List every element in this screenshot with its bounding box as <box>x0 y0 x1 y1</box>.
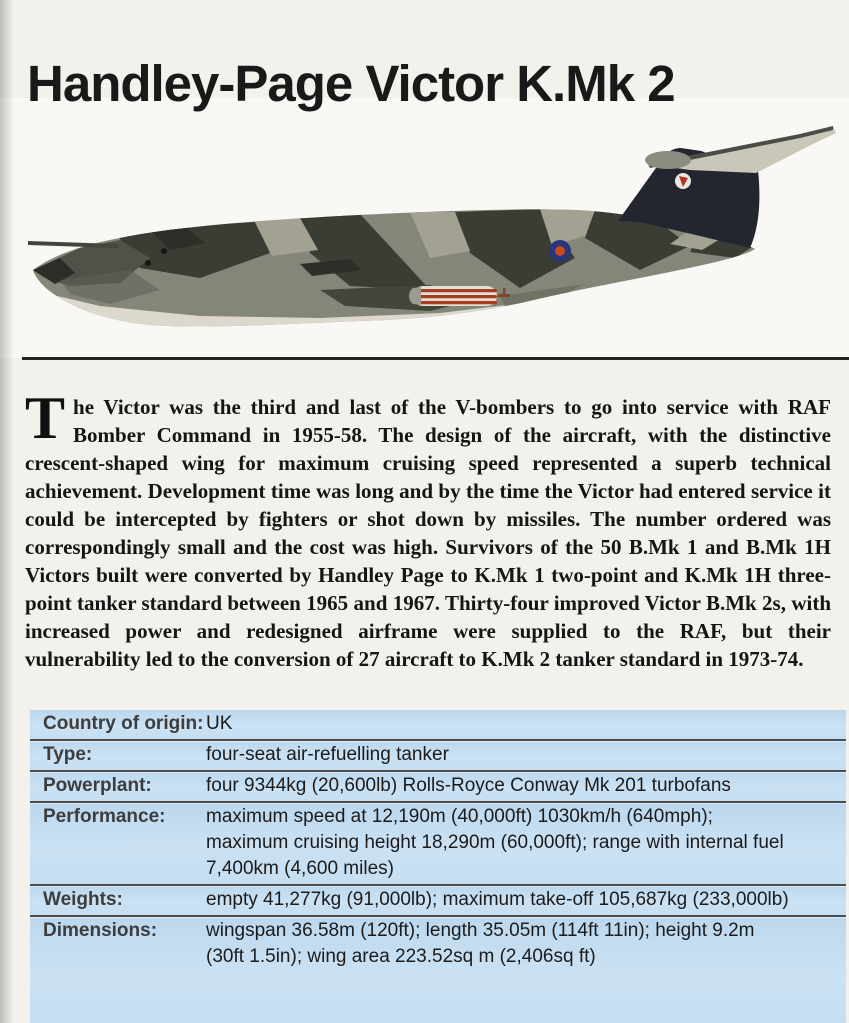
spec-row-dimensions <box>30 915 846 1023</box>
drop-cap: T <box>25 385 66 451</box>
spec-value-powerplant: four 9344kg (20,600lb) Rolls-Royce Conway Mk 201 turbofans <box>206 775 731 796</box>
spec-row-country <box>30 710 846 739</box>
spec-value-performance: maximum speed at 12,190m (40,000ft) 1030km/h (640mph); maximum cruising height 18,290m (60,000ft); range with internal fuel 7,400km (4,600 miles) <box>206 806 784 879</box>
aircraft-illustration <box>0 118 849 368</box>
spec-label-country: Country of origin: <box>43 713 204 734</box>
spec-value-dimensions: wingspan 36.58m (120ft); length 35.05m (114ft 11in); height 9.2m (30ft 1.5in); wing area 223.52sq m (2,406sq ft) <box>206 920 755 967</box>
spec-row-powerplant <box>30 770 846 801</box>
page-title: Handley-Page Victor K.Mk 2 <box>27 55 675 113</box>
spec-label-performance: Performance: <box>43 806 166 827</box>
spec-row-performance <box>30 801 846 884</box>
spec-row-weights <box>30 884 846 915</box>
spec-label-dimensions: Dimensions: <box>43 920 158 941</box>
spec-value-type: four-seat air-refuelling tanker <box>206 744 449 765</box>
spec-value-weights: empty 41,277kg (91,000lb); maximum take-off 105,687kg (233,000lb) <box>206 889 789 910</box>
spec-value-country: UK <box>206 713 233 734</box>
paragraph-text: he Victor was the third and last of the V-bombers to go into service with RAF Bomber Command in 1955-58. The design of the aircraft, with the distinctive crescent-shaped wing for maximum cruising speed represented a superb technical achievement. Development time was long and by the time the Victor had entered service it could be intercepted by fighters or shot down by missiles. The number ordered was correspondingly small and the cost was high. Survivors of the 50 B.Mk 1 and B.Mk 1H Victors built were converted by Handley Page to K.Mk 1 two-point and K.Mk 1H three-point tanker standard between 1965 and 1967. Thirty-four improved Victor B.Mk 2s, with increased power and redesigned airframe were supplied to the RAF, but their vulnerability led to the conversion of 27 aircraft to K.Mk 2 tanker standard in 1973-74. <box>25 395 831 671</box>
body-paragraph <box>25 385 831 673</box>
specs-table <box>30 710 846 1023</box>
section-divider <box>22 357 849 360</box>
spec-label-weights: Weights: <box>43 889 123 910</box>
spec-label-type: Type: <box>43 744 93 765</box>
spec-label-powerplant: Powerplant: <box>43 775 152 796</box>
spec-row-type <box>30 739 846 770</box>
